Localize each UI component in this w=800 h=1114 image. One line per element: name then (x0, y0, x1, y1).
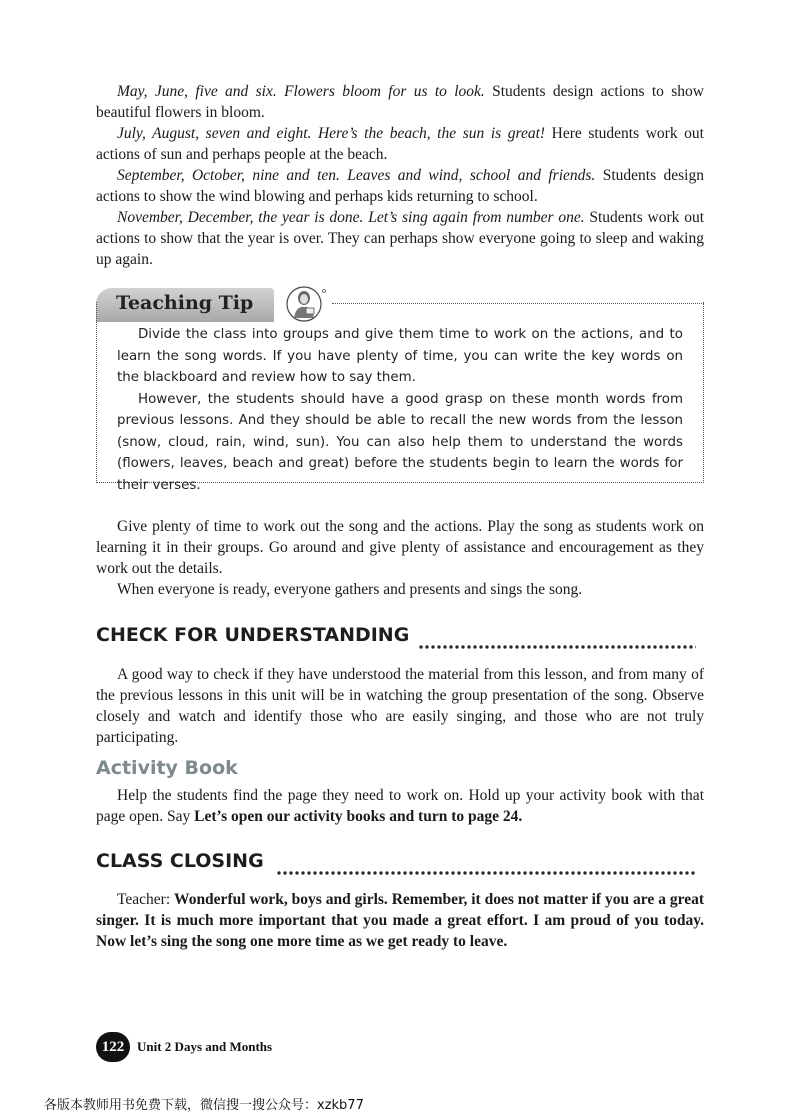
teaching-tip-title: Teaching Tip (116, 292, 254, 314)
check-heading-dots (418, 644, 696, 650)
page-number-badge: 122 (96, 1032, 130, 1062)
verse-july-august: July, August, seven and eight. Here’s the beach, the sun is great! Here students work out actions of sun and perhaps people at the beach. (96, 125, 704, 163)
check-heading: CHECK FOR UNDERSTANDING (96, 624, 410, 646)
watermark-text: 各版本教师用书免费下载，微信搜一搜公众号：xzkb77 (44, 1098, 364, 1113)
intro-section (96, 81, 704, 270)
practice-paragraph: Give plenty of time to work out the song and the actions. Play the song as students work on learning it in their groups. Go around and give plenty of assistance and encouragement as they work out the details. (96, 518, 704, 577)
verse-november-december: November, December, the year is done. Let’s sing again from number one. Students work out actions to show that the year is over. They can perhaps show everyone going to sleep and waking up again. (96, 209, 704, 268)
song-practice-section (96, 516, 704, 600)
class-closing-paragraph: Teacher: Wonderful work, boys and girls. Remember, it does not matter if you are a great singer. It is much more important that you made a great effort. I am proud of you today. Now let’s sing the song one more time as we get ready to leave. (96, 891, 704, 950)
activity-book-paragraph: Help the students find the page they need to work on. Hold up your activity book with that page open. Say Let’s open our activity books and turn to page 24. (96, 787, 704, 825)
class-closing-heading: CLASS CLOSING (96, 850, 264, 872)
class-closing-heading-dots (276, 870, 696, 876)
present-paragraph: When everyone is ready, everyone gathers and presents and sings the song. (117, 581, 583, 598)
teaching-tip-paragraph: However, the students should have a good grasp on these month words from previous lessons. And they should be able to recall the new words from the lesson (snow, cloud, rain, wind, sun). You can also help them to understand the words (flowers, leaves, beach and great) before the students begin to learn the words for their verses. (117, 391, 683, 493)
activity-book-section (96, 785, 704, 827)
teaching-tip-paragraph: Divide the class into groups and give them time to work on the actions, and to learn the song words. If you have plenty of time, you can write the key words on the blackboard and review how to say them. (117, 327, 683, 385)
verse-may-june: May, June, five and six. Flowers bloom for us to look. Students design actions to show beautiful flowers in bloom. (96, 83, 704, 121)
check-paragraph: A good way to check if they have understood the material from this lesson, and from many of the previous lessons in this unit will be in watching the group presentation of the song. Observe closely and watch and identify those who are easily singing, and those who are not truly participating. (96, 666, 704, 746)
check-section (96, 664, 704, 748)
class-closing-section (96, 889, 704, 952)
teaching-tip-text (117, 324, 683, 496)
verse-september-october: September, October, nine and ten. Leaves and wind, school and friends. Students design actions to show the wind blowing and perhaps kids returning to school. (96, 167, 704, 205)
activity-book-heading: Activity Book (96, 757, 238, 779)
footer-unit-title: Unit 2 Days and Months (137, 1039, 273, 1054)
